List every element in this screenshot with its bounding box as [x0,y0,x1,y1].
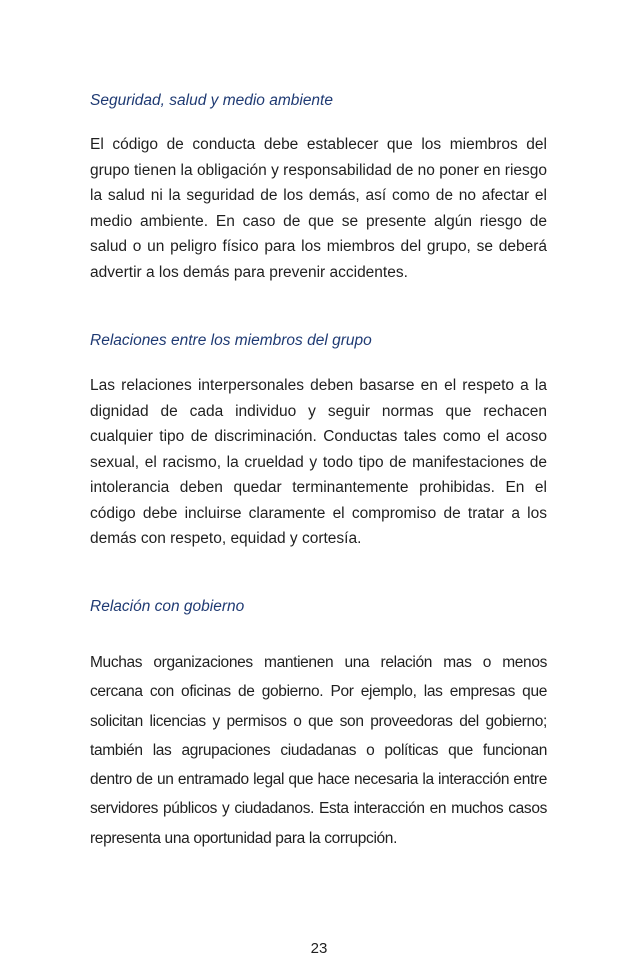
section-body-seguridad: El código de conducta debe establecer que los miembros del grupo tienen la obligación y responsabilidad de no poner en riesgo la salud ni la seguridad de los demás, así como de no afectar el medio ambiente. En caso de que se presente algún riesgo de salud o un peligro físico para los miembros del grupo, se deberá advertir a los demás para prevenir accidentes. [90,136,547,281]
section-body-relaciones: Las relaciones interpersonales deben basarse en el respeto a la dignidad de cada individuo y seguir normas que rechacen cualquier tipo de discriminación. Conductas tales como el acoso sexual, el racismo, la crueldad y todo tipo de manifestaciones de intolerancia deben quedar terminantemente prohibidas. En el código debe incluirse claramente el compromiso de tratar a los demás con respeto, equidad y cortesía. [90,377,547,547]
page-number: 23 [310,940,328,957]
section-heading-seguridad: Seguridad, salud y medio ambiente [90,92,333,109]
section-heading-relaciones: Relaciones entre los miembros del grupo [90,332,372,349]
section-heading-gobierno: Relación con gobierno [90,598,245,615]
section-body-gobierno: Muchas organizaciones mantienen una relación mas o menos cercana con oficinas de gobierno. Por ejemplo, las empresas que solicitan licencias y permisos o que son proveedoras del gobierno; también las agrupaciones ciudadanas o políticas que funcionan dentro de un entramado legal que hace necesaria la interacción entre servidores públicos y ciudadanos. Esta interacción en muchos casos representa una oportunidad para la corrupción. [90,654,547,847]
